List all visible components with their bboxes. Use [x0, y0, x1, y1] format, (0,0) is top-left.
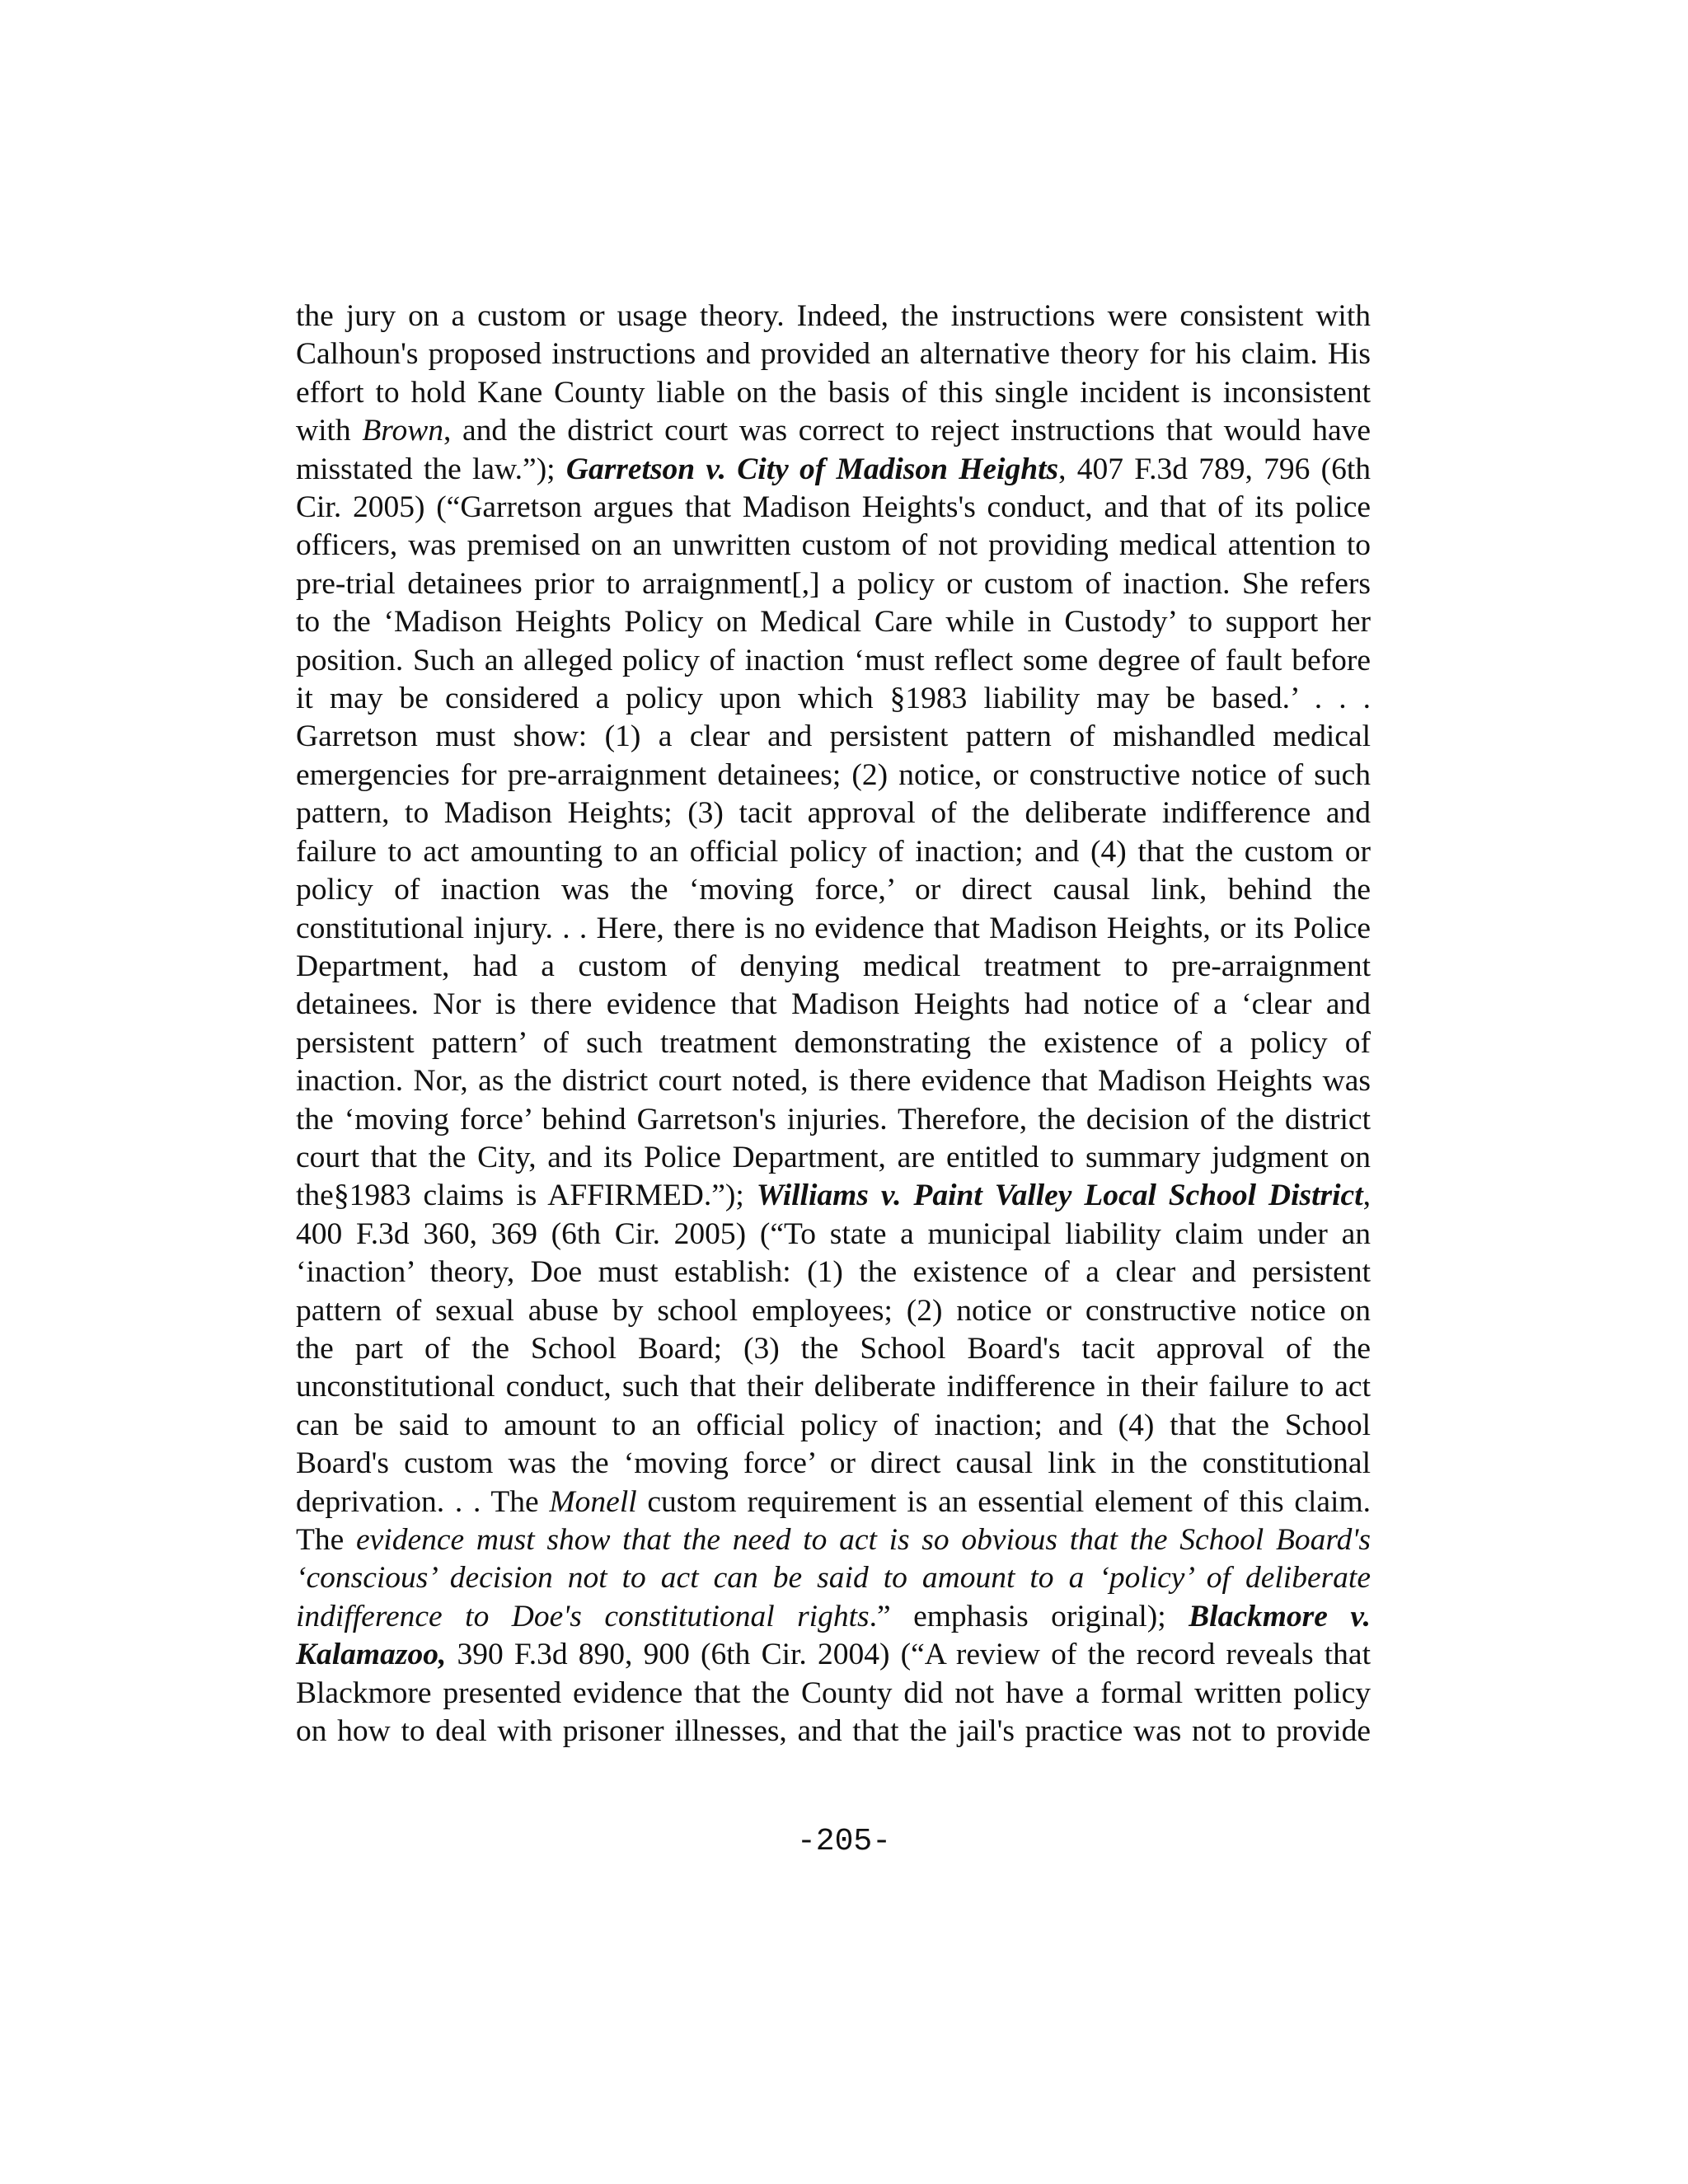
text-segment: deprivation. . . The — [296, 1484, 550, 1519]
text-line — [296, 1139, 1371, 1177]
text-line — [296, 718, 1371, 756]
text-segment: Blackmore presented evidence that the County did not have a formal written policy — [296, 1675, 1371, 1710]
body-text — [296, 298, 1371, 1750]
text-line — [296, 986, 1371, 1024]
text-segment: 400 F.3d 360, 369 (6th Cir. 2005) (“To state a municipal liability claim under an — [296, 1216, 1371, 1251]
text-segment: Garretson must show: (1) a clear and persistent pattern of mishandled medical — [296, 719, 1371, 754]
text-line — [296, 1636, 1371, 1674]
text-line — [296, 1216, 1371, 1254]
text-segment: 390 F.3d 890, 900 (6th Cir. 2004) (“A review of the record reveals that — [446, 1638, 1371, 1672]
text-line — [296, 1101, 1371, 1139]
text-segment: ‘inaction’ theory, Doe must establish: (1) the existence of a clear and persistent — [296, 1255, 1371, 1290]
text-segment: , 407 F.3d 789, 796 (6th — [1058, 452, 1371, 486]
text-segment: position. Such an alleged policy of inaction ‘must reflect some degree of fault before — [296, 643, 1371, 677]
text-line — [296, 1675, 1371, 1713]
text-line — [296, 948, 1371, 986]
case-citation: Williams v. Paint Valley Local School District — [756, 1179, 1363, 1213]
text-line — [296, 1330, 1371, 1368]
text-segment: persistent pattern’ of such treatment demonstrating the existence of a policy of — [296, 1025, 1371, 1060]
text-line — [296, 1024, 1371, 1062]
text-segment: the jury on a custom or usage theory. Indeed, the instructions were consistent with — [296, 299, 1371, 333]
text-line — [296, 1292, 1371, 1330]
text-segment: Board's custom was the ‘moving force’ or direct causal link in the constitutional — [296, 1446, 1371, 1481]
text-segment: detainees. Nor is there evidence that Madison Heights had notice of a ‘clear and — [296, 987, 1371, 1022]
text-line — [296, 298, 1371, 335]
text-line — [296, 412, 1371, 450]
text-line — [296, 794, 1371, 832]
text-segment: can be said to amount to an official policy of inaction; and (4) that the School — [296, 1408, 1371, 1442]
text-segment: it may be considered a policy upon which §1983 liability may be based.’ . . . — [296, 682, 1371, 716]
text-line — [296, 335, 1371, 373]
text-line — [296, 1254, 1371, 1291]
text-line — [296, 642, 1371, 680]
italic-text: Monell — [549, 1484, 637, 1519]
text-line — [296, 1713, 1371, 1750]
text-segment: The — [296, 1523, 356, 1557]
text-line — [296, 1483, 1371, 1521]
page-number: -205- — [796, 1824, 892, 1859]
case-citation: Blackmore v. — [1189, 1599, 1371, 1633]
text-line — [296, 833, 1371, 871]
text-segment: the ‘moving force’ behind Garretson's injuries. Therefore, the decision of the district — [296, 1102, 1371, 1137]
text-segment: inaction. Nor, as the district court noted, is there evidence that Madison Heights was — [296, 1064, 1371, 1099]
text-segment: with — [296, 414, 363, 448]
text-line — [296, 1445, 1371, 1483]
text-segment: pre-trial detainees prior to arraignment[,] a policy or custom of inaction. She refers — [296, 566, 1371, 601]
italic-text: evidence must show that the need to act is so obvious that the School Board's — [356, 1523, 1371, 1557]
text-segment: , — [1362, 1179, 1371, 1213]
text-segment: officers, was premised on an unwritten custom of not providing medical attention to — [296, 528, 1371, 563]
text-segment: failure to act amounting to an official policy of inaction; and (4) that the custom or — [296, 834, 1371, 869]
text-segment: Cir. 2005) (“Garretson argues that Madison Heights's conduct, and that of its police — [296, 490, 1371, 525]
text-line — [296, 680, 1371, 718]
text-segment: .” emphasis original); — [869, 1599, 1189, 1633]
text-segment: emergencies for pre-arraignment detainees; (2) notice, or constructive notice of such — [296, 757, 1371, 792]
text-line — [296, 1559, 1371, 1597]
text-segment: pattern, to Madison Heights; (3) tacit approval of the deliberate indifference and — [296, 796, 1371, 831]
case-citation: Garretson v. City of Madison Heights — [565, 452, 1059, 486]
text-line — [296, 489, 1371, 527]
text-line — [296, 374, 1371, 412]
text-segment: , and the district court was correct to reject instructions that would have — [443, 414, 1372, 448]
text-line — [296, 1521, 1371, 1559]
italic-text: ‘conscious’ decision not to act can be said to amount to a ‘policy’ of deliberate — [296, 1561, 1371, 1596]
text-segment: the§1983 claims is AFFIRMED.”); — [296, 1179, 757, 1213]
text-segment: misstated the law.”); — [296, 452, 566, 486]
text-segment: effort to hold Kane County liable on the basis of this single incident is inconsistent — [296, 375, 1371, 410]
text-segment: to the ‘Madison Heights Policy on Medical Care while in Custody’ to support her — [296, 605, 1371, 640]
text-segment: Calhoun's proposed instructions and provided an alternative theory for his claim. His — [296, 337, 1371, 372]
case-citation: Kalamazoo, — [296, 1638, 447, 1672]
text-line — [296, 1368, 1371, 1406]
text-line — [296, 757, 1371, 794]
text-segment: pattern of sexual abuse by school employees; (2) notice or constructive notice on — [296, 1293, 1371, 1328]
text-line — [296, 1062, 1371, 1100]
text-line — [296, 1177, 1371, 1215]
text-line — [296, 1598, 1371, 1636]
text-line — [296, 565, 1371, 603]
italic-text: Brown — [362, 414, 443, 448]
text-line — [296, 527, 1371, 565]
text-segment: court that the City, and its Police Department, are entitled to summary judgment on — [296, 1140, 1371, 1174]
text-segment: Department, had a custom of denying medical treatment to pre-arraignment — [296, 949, 1371, 983]
text-line — [296, 910, 1371, 948]
text-segment: unconstitutional conduct, such that their deliberate indifference in their failure to act — [296, 1370, 1371, 1404]
text-line — [296, 871, 1371, 909]
text-segment: constitutional injury. . . Here, there is no evidence that Madison Heights, or its Police — [296, 911, 1371, 945]
text-segment: on how to deal with prisoner illnesses, and that the jail's practice was not to provide — [296, 1714, 1371, 1749]
text-segment: custom requirement is an essential element of this claim. — [636, 1484, 1371, 1519]
text-line — [296, 451, 1371, 489]
text-line — [296, 1407, 1371, 1445]
italic-text: indifference to Doe's constitutional rights — [296, 1599, 870, 1633]
text-line — [296, 603, 1371, 641]
text-segment: policy of inaction was the ‘moving force,’ or direct causal link, behind the — [296, 873, 1371, 907]
text-segment: the part of the School Board; (3) the School Board's tacit approval of the — [296, 1331, 1371, 1366]
